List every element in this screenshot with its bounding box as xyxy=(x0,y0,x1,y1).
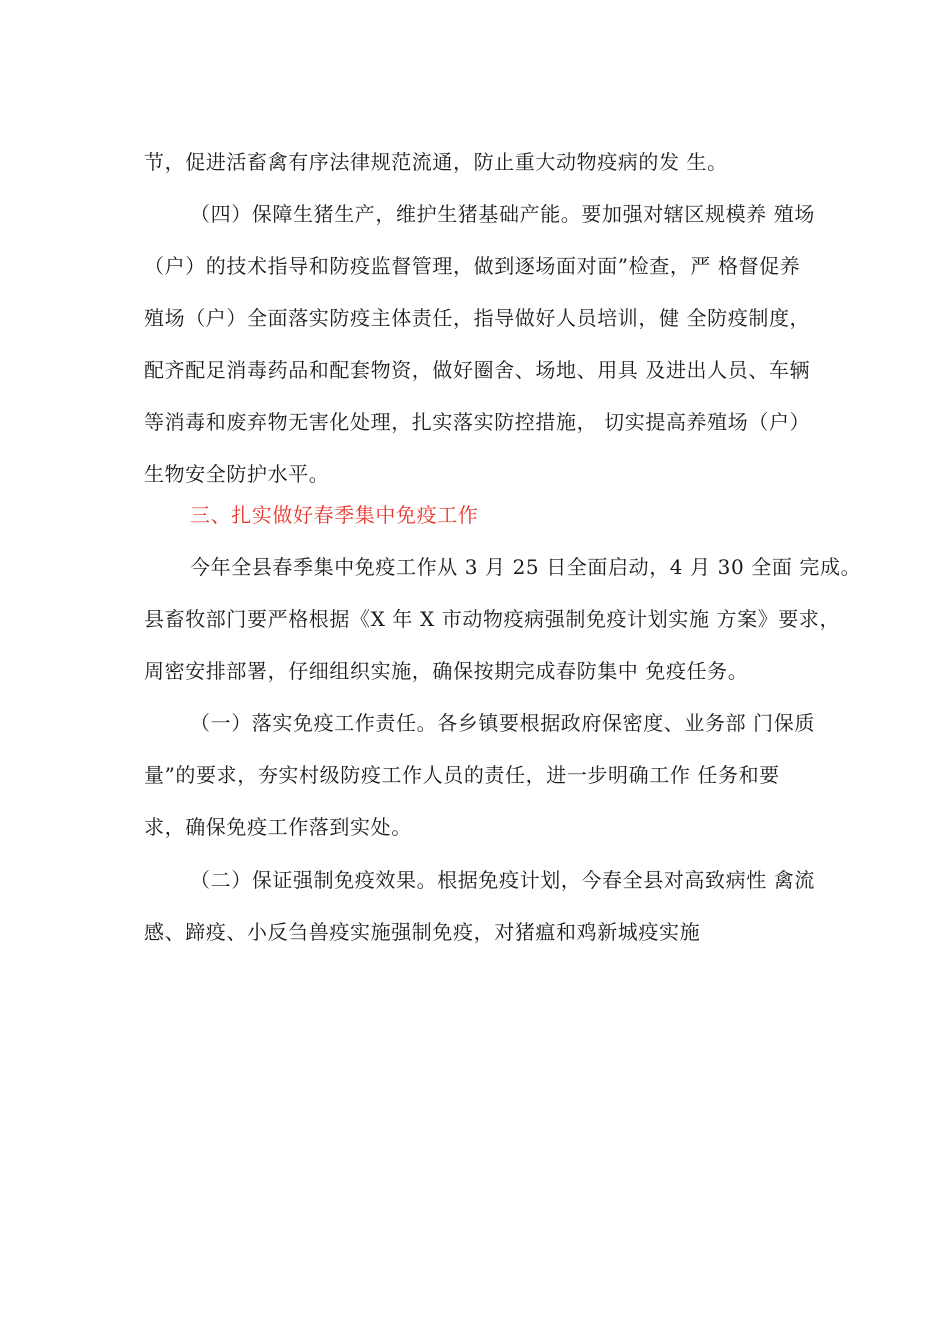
text-line: （户）的技术指导和防疫监督管理，做到逐场面对面”检查，严 格督促养 xyxy=(144,254,801,278)
section-heading: 三、扎实做好春季集中免疫工作 xyxy=(190,503,479,527)
paragraph-line: 今年全县春季集中免疫工作从 3 月 25 日全面启动，4 月 30 全面 完成。 xyxy=(190,555,862,579)
text-line: 量”的要求，夯实村级防疫工作人员的责任，进一步明确工作 任务和要 xyxy=(144,763,780,787)
paragraph-line: （二）保证强制免疫效果。根据免疫计划，今春全县对高致病性 禽流 xyxy=(190,868,815,892)
text-line: 节，促进活畜禽有序法律规范流通，防止重大动物疫病的发 生。 xyxy=(144,150,728,174)
paragraph-line: （一）落实免疫工作责任。各乡镇要根据政府保密度、业务部 门保质 xyxy=(190,711,815,735)
text-line: 生物安全防护水平。 xyxy=(144,462,330,486)
paragraph-line: （四）保障生猪生产，维护生猪基础产能。要加强对辖区规模养 殖场 xyxy=(190,202,815,226)
text-line: 殖场（户）全面落实防疫主体责任，指导做好人员培训，健 全防疫制度， xyxy=(144,306,811,330)
text-line: 等消毒和废弃物无害化处理，扎实落实防控措施， 切实提高养殖场（户） xyxy=(144,410,811,434)
text-line: 县畜牧部门要严格根据《X 年 X 市动物疫病强制免疫计划实施 方案》要求， xyxy=(144,607,841,631)
text-line: 周密安排部署，仔细组织实施，确保按期完成春防集中 免疫任务。 xyxy=(144,659,749,683)
text-line: 配齐配足消毒药品和配套物资，做好圈舍、场地、用具 及进出人员、车辆 xyxy=(144,358,811,382)
text-line: 感、蹄疫、小反刍兽疫实施强制免疫，对猪瘟和鸡新城疫实施 xyxy=(144,920,701,944)
text-line: 求，确保免疫工作落到实处。 xyxy=(144,815,412,839)
